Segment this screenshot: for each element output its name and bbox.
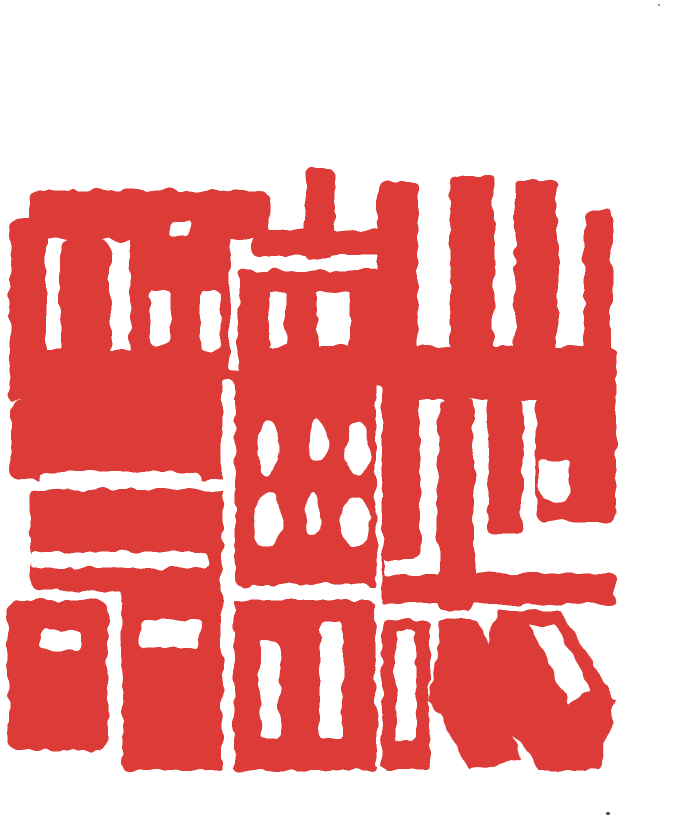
ink-speck xyxy=(606,812,610,815)
paper-mark xyxy=(658,4,660,6)
